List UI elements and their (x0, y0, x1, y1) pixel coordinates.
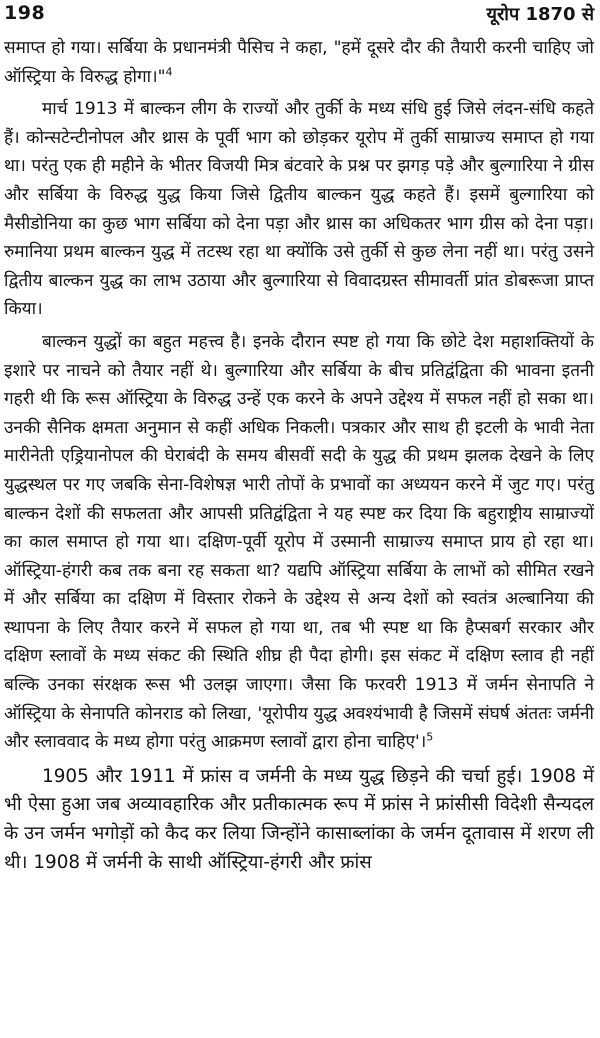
paragraph (4, 34, 594, 91)
paragraph-text: बाल्कन युद्धों का बहुत महत्त्व है। इनके दौरान स्पष्ट हो गया कि छोटे देश महाशक्तियों के इशारे पर नाचने को तैयार नहीं थे। बुल्गारिया और सर्बिया के बीच प्रतिद्वंद्विता की भावना इतनी गहरी थी कि रूस ऑस्ट्रिया के विरुद्ध उन्हें एक करने के अपने उद्देश्य में सफल नहीं हो सका था। उनकी सैनिक क्षमता अनुमान से कहीं अधिक निकली। पत्रकार और साथ ही इटली के भावी नेता मारीनेती एड्रियानोपल की घेराबंदी के समय बीसवीं सदी के युद्ध की प्रथम झलक देखने के लिए युद्धस्थल पर गए जबकि सेना-विशेषज्ञ भारी तोपों के प्रभावों का अध्ययन करने में जुट गए। परंतु बाल्कन देशों की सफलता और आपसी प्रतिद्वंद्विता ने यह स्पष्ट कर दिया कि बहुराष्ट्रीय साम्राज्यों का काल समाप्त हो गया था। दक्षिण-पूर्वी यूरोप में उस्मानी साम्राज्य समाप्त प्राय हो रहा था। ऑस्ट्रिया-हंगरी कब तक बना रह सकता था? यद्यपि ऑस्ट्रिया सर्बिया के लाभों को सीमित रखने में और सर्बिया का दक्षिण में विस्तार रोकने के उद्देश्य से अन्य देशों को स्वतंत्र अल्बानिया की स्थापना के लिए तैयार करने में सफल हो गया था, तब भी स्पष्ट था कि हैप्सबर्ग सरकार और दक्षिण स्लावों के मध्य संकट की स्थिति शीघ्र ही पैदा होगी। इस संकट में दक्षिण स्लाव ही नहीं बल्कि उनका संरक्षक रूस भी उलझ जाएगा। जैसा कि फरवरी 1913 में जर्मन सेनापति ने ऑस्ट्रिया के सेनापति कोनराड को लिखा, 'यूरोपीय युद्ध अवश्यंभावी है जिसमें संघर्ष अंततः जर्मनी और स्लाववाद के मध्य होगा परंतु आक्रमण स्लावों द्वारा होना चाहिए'। (4, 331, 594, 753)
paragraph (4, 95, 594, 324)
page-header (4, 0, 594, 30)
paragraph (4, 763, 594, 877)
paragraph-text: मार्च 1913 में बाल्कन लीग के राज्यों और तुर्की के मध्य संधि हुई जिसे लंदन-संधि कहते हैं। कोन्सटेन्टीनोपल और थ्रास के पूर्वी भाग को छोड़कर यूरोप में तुर्की साम्राज्य समाप्त हो गया था। परंतु एक ही महीने के भीतर विजयी मित्र बंटवारे के प्रश्न पर झगड़ पड़े और बुल्गारिया ने ग्रीस और सर्बिया के विरुद्ध युद्ध किया जिसे द्वितीय बाल्कन युद्ध कहते हैं। इसमें बुल्गारिया को मैसीडोनिया का कुछ भाग सर्बिया को देना पड़ा और थ्रास का अधिकतर भाग ग्रीस को देना पड़ा। रुमानिया प्रथम बाल्कन युद्ध में तटस्थ रहा था क्योंकि उसे तुर्की से कुछ लेना नहीं था। परंतु उसने द्वितीय बाल्कन युद्ध का लाभ उठाया और बुल्गारिया से विवादग्रस्त सीमावर्ती प्रांत डोबरूजा प्राप्त किया। (4, 99, 594, 320)
page-number: 198 (4, 2, 46, 24)
running-head: यूरोप 1870 से (486, 4, 594, 25)
footnote-marker: 5 (426, 730, 434, 744)
paragraph-text: समाप्त हो गया। सर्बिया के प्रधानमंत्री पैसिच ने कहा, "हमें दूसरे दौर की तैयारी करनी चाहिए जो ऑस्ट्रिया के विरुद्ध होगा।" (4, 38, 594, 87)
footnote-marker: 4 (165, 64, 173, 78)
paragraph-text: 1905 और 1911 में फ्रांस व जर्मनी के मध्य युद्ध छिड़ने की चर्चा हुई। 1908 में भी ऐसा हुआ जब अव्यावहारिक और प्रतीकात्मक रूप में फ्रांस ने फ्रांसीसी विदेशी सैन्यदल के उन जर्मन भगोड़ों को कैद कर लिया जिन्होंने कासाब्लांका के जर्मन दूतावास में शरण ली थी। 1908 में जर्मनी के साथी ऑस्ट्रिया-हंगरी और फ्रांस (4, 765, 594, 873)
body-text (4, 34, 594, 877)
paragraph (4, 328, 594, 757)
